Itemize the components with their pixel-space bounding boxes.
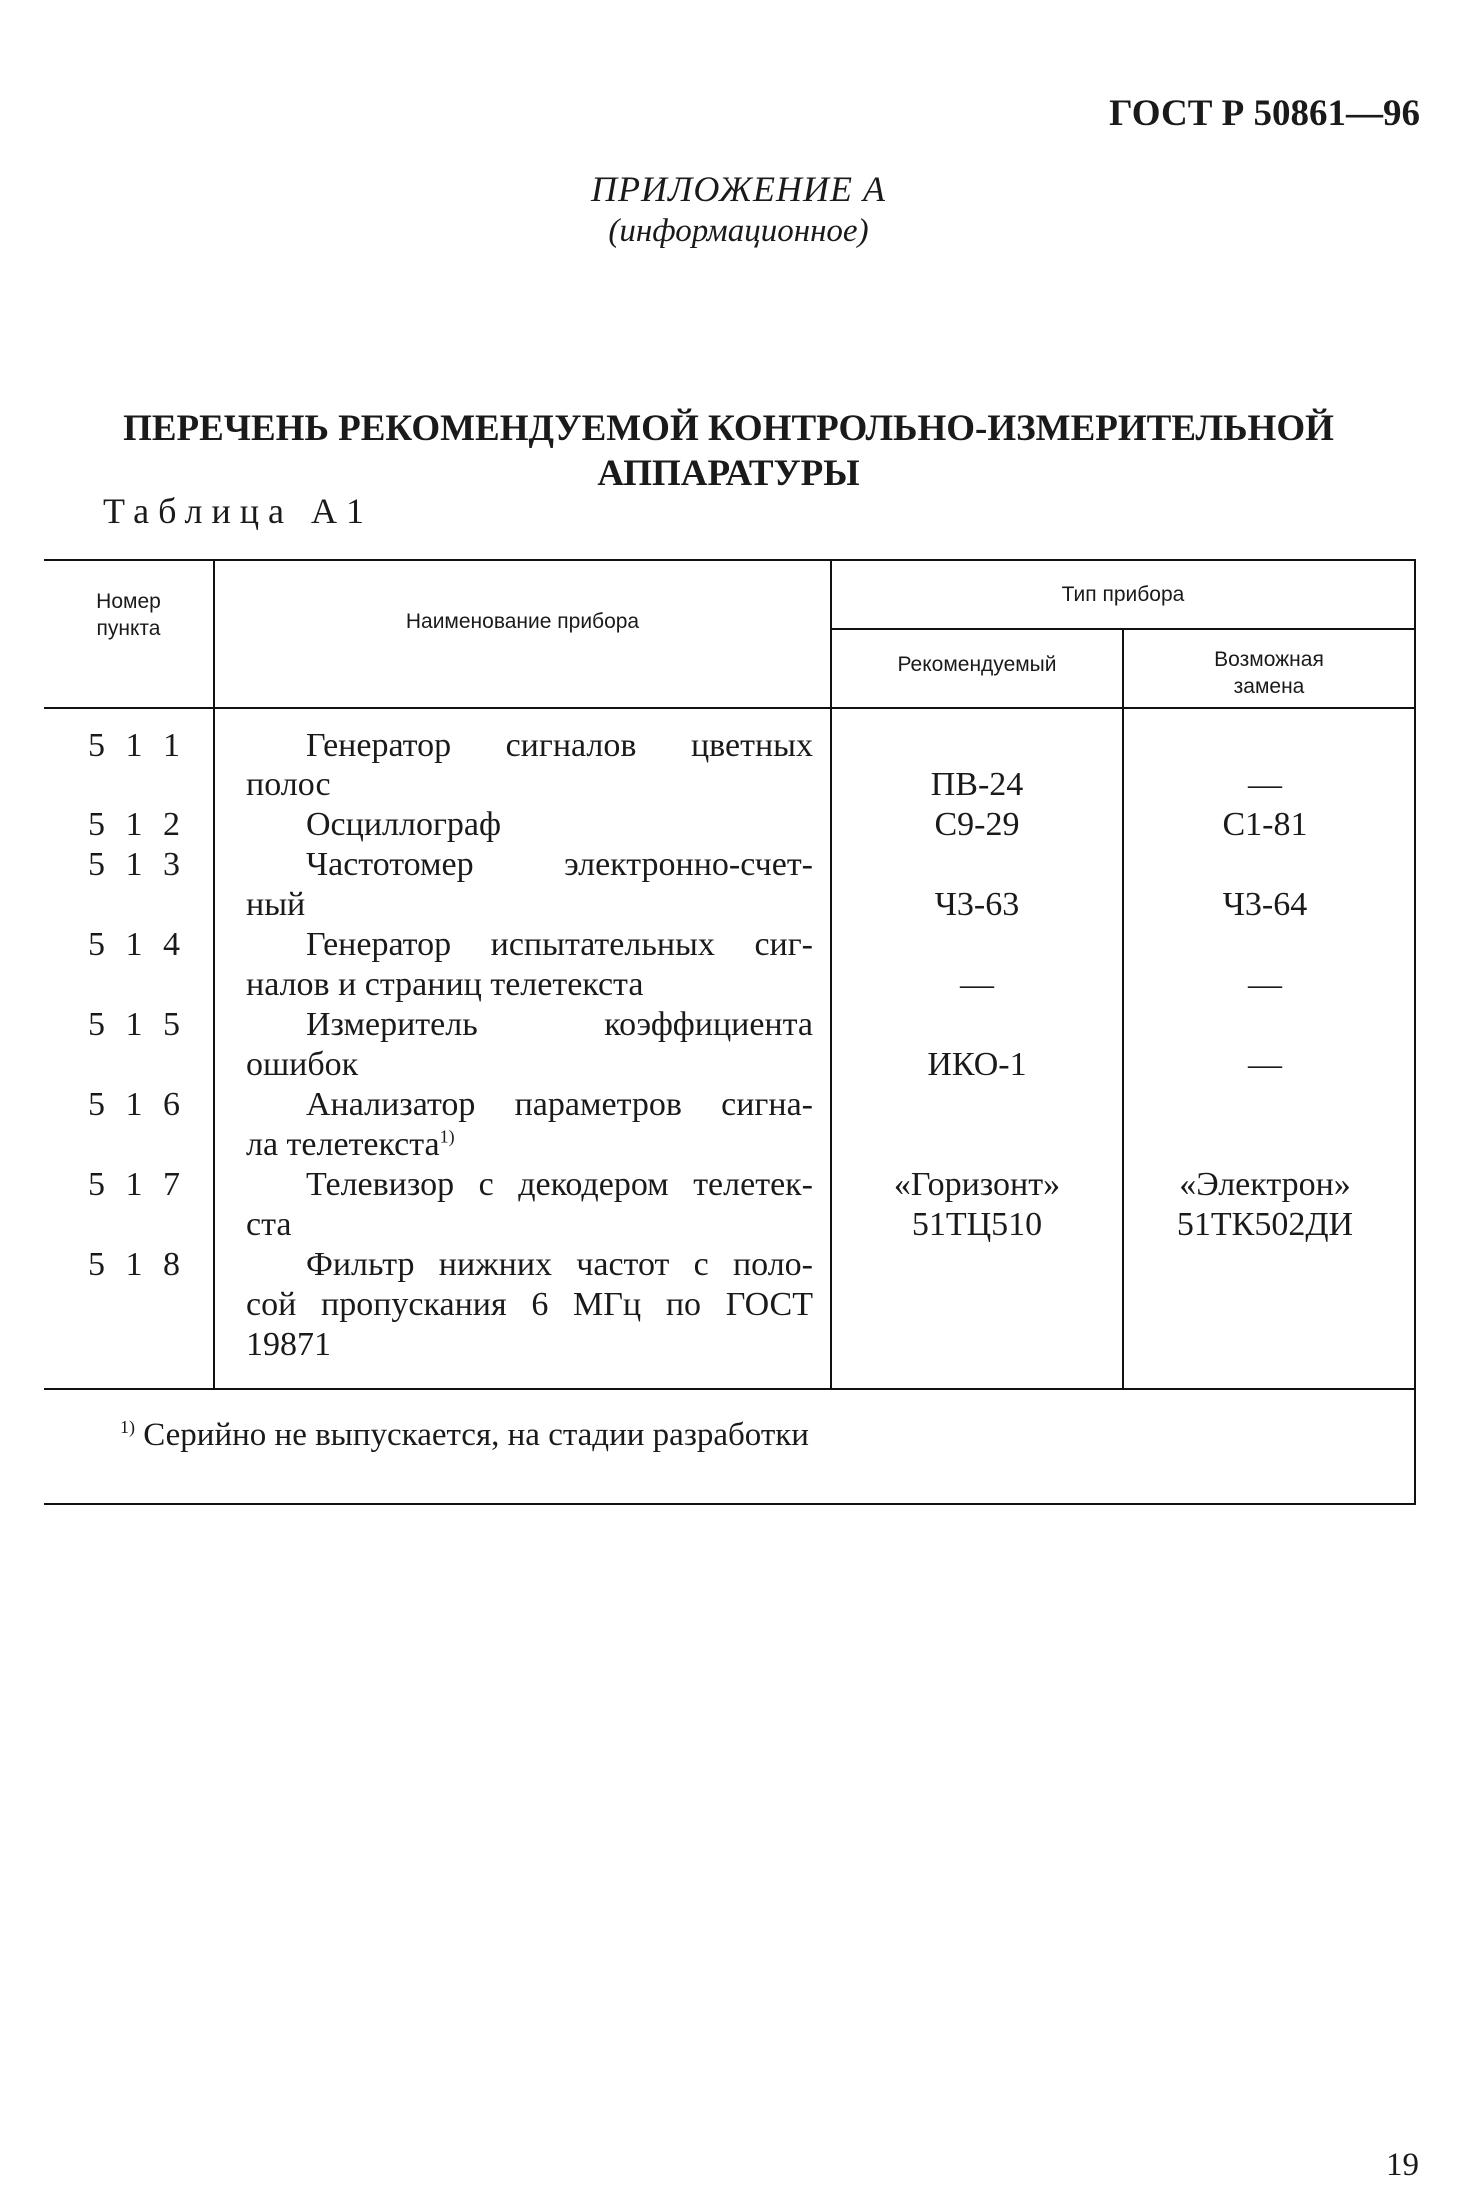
main-title-line-1: ПЕРЕЧЕНЬ РЕКОМЕНДУЕМОЙ КОНТРОЛЬНО-ИЗМЕРИТЕЛЬНОЙ — [123, 408, 1334, 449]
table-caption: Таблица А1 — [103, 491, 373, 531]
row-recommended: С9-29 — [934, 806, 1020, 843]
row-name: ла телетекста$^{1)}$ — [246, 1126, 455, 1163]
document-code: ГОСТ Р 50861—96 — [1109, 93, 1420, 134]
row-recommended: Ч3-63 — [934, 886, 1020, 923]
row-number: 5 1 2 — [88, 806, 186, 843]
page-number: 19 — [1386, 2147, 1419, 2183]
row-recommended: — — [960, 966, 994, 1003]
header-number: Номер пункта — [96, 590, 161, 640]
row-alternative: — — [1248, 1046, 1282, 1083]
row-name: ный — [246, 886, 306, 923]
header-alternative: Возможная замена — [1214, 648, 1324, 698]
appendix-title: ПРИЛОЖЕНИЕ А — [591, 169, 886, 209]
row-name: Генератор испытательных сиг- — [306, 926, 813, 963]
row-recommended: «Горизонт» — [893, 1166, 1061, 1203]
header-name: Наименование прибора — [405, 610, 640, 633]
row-number: 5 1 8 — [88, 1246, 186, 1283]
row-alternative: 51ТК502ДИ — [1176, 1206, 1354, 1243]
row-number: 5 1 5 — [88, 1006, 186, 1043]
row-recommended: ПВ-24 — [930, 766, 1024, 803]
row-name: Генератор сигналов цветных — [306, 727, 813, 764]
row-alternative: — — [1248, 766, 1282, 803]
row-recommended: ИКО-1 — [927, 1046, 1027, 1083]
row-name: Осциллограф — [306, 806, 502, 843]
row-name: Частотомер электронно-счет- — [306, 846, 813, 883]
row-number: 5 1 6 — [88, 1086, 186, 1123]
row-name: ошибок — [246, 1046, 359, 1083]
row-name: 19871 — [246, 1326, 331, 1363]
row-number: 5 1 7 — [88, 1166, 186, 1203]
row-name: налов и страниц телетекста — [246, 966, 644, 1003]
row-alternative: С1-81 — [1222, 806, 1308, 843]
header-recommended: Рекомендуемый — [897, 653, 1057, 676]
row-alternative: «Электрон» — [1179, 1166, 1351, 1203]
row-alternative: Ч3-64 — [1222, 886, 1308, 923]
table-footnote: $^{1)}$ Серийно не выпускается, на стадии разработки — [120, 1417, 809, 1453]
row-name: полос — [246, 766, 331, 803]
row-name: Фильтр нижних частот с поло- — [306, 1246, 813, 1283]
row-number: 5 1 1 — [88, 727, 186, 764]
row-alternative: — — [1248, 966, 1282, 1003]
row-recommended: 51ТЦ510 — [911, 1206, 1043, 1243]
row-name: Телевизор с декодером телетек- — [306, 1166, 813, 1203]
footnote-mark: 1) — [439, 1126, 455, 1147]
appendix-subtitle: (информационное) — [608, 213, 869, 249]
row-name: сой пропускания 6 МГц по ГОСТ — [246, 1286, 813, 1323]
row-name: ста — [246, 1206, 292, 1243]
row-name: Анализатор параметров сигна- — [306, 1086, 813, 1123]
row-number: 5 1 4 — [88, 926, 186, 963]
row-number: 5 1 3 — [88, 846, 186, 883]
header-type: Тип прибора — [1061, 583, 1185, 606]
footnote-mark: 1) — [120, 1417, 135, 1437]
main-title-line-2: АППАРАТУРЫ — [597, 453, 860, 494]
row-name: Измеритель коэффициента — [306, 1006, 813, 1043]
